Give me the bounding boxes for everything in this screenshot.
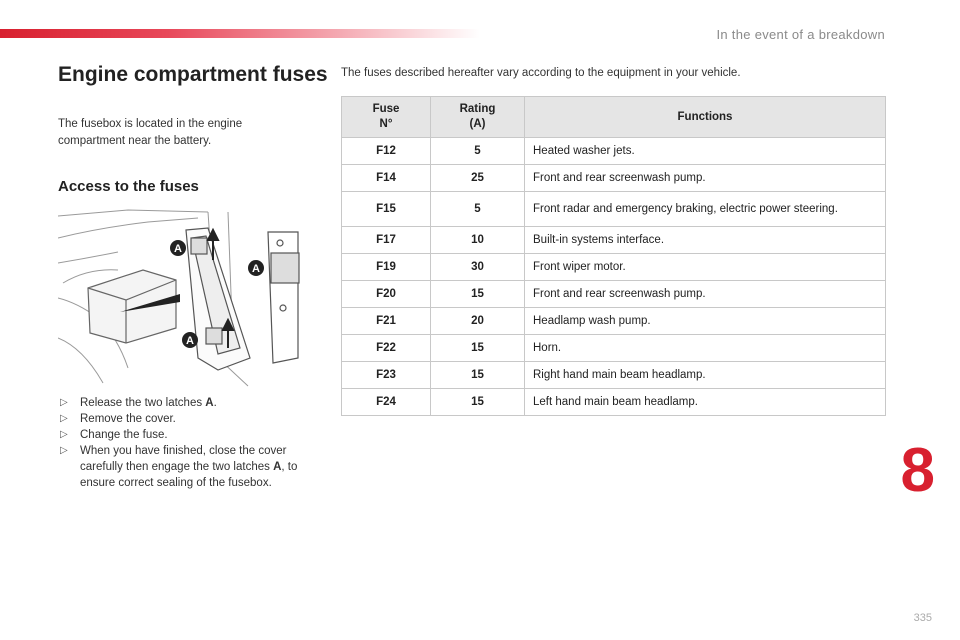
table-row: F20 15 Front and rear screenwash pump. [342,281,886,308]
access-subtitle: Access to the fuses [58,178,199,195]
header-accent-bar [0,29,480,38]
page-number: 335 [913,612,932,624]
fuse-table [341,96,886,416]
bullet-triangle-icon: ▷ [60,413,68,424]
fusebox-illustration [58,208,318,388]
table-header-row [342,97,886,138]
step-item: ▷ Change the fuse. [60,429,168,441]
header-functions: Functions [525,97,886,138]
page-title: Engine compartment fuses [58,63,328,86]
table-row: F17 10 Built-in systems interface. [342,227,886,254]
header-rating: Rating (A) [431,97,525,138]
latch-label: A [174,243,182,255]
header-fuse: Fuse N° [342,97,431,138]
step-item: ▷ Release the two latches A. [60,397,217,409]
table-row: F14 25 Front and rear screenwash pump. [342,165,886,192]
table-row: F22 15 Horn. [342,335,886,362]
table-row: F12 5 Heated washer jets. [342,138,886,165]
section-label: In the event of a breakdown [716,27,885,42]
step-item: ▷ Remove the cover. [60,413,176,425]
table-row: F21 20 Headlamp wash pump. [342,308,886,335]
table-row: F19 30 Front wiper motor. [342,254,886,281]
bullet-triangle-icon: ▷ [60,445,68,456]
intro-text: The fusebox is located in the engine compartment near the battery. [58,118,243,147]
step-item: ▷ When you have finished, close the cover carefully then engage the two latches A, to ensure correct sealing of the fusebox. [60,445,298,489]
latch-label: A [252,263,260,275]
table-row: F24 15 Left hand main beam headlamp. [342,389,886,416]
bullet-triangle-icon: ▷ [60,429,68,440]
steps-list [58,395,323,491]
table-row: F15 5 Front radar and emergency braking, electric power steering. [342,192,886,227]
bullet-triangle-icon: ▷ [60,397,68,408]
table-row: F23 15 Right hand main beam headlamp. [342,362,886,389]
latch-label: A [186,335,194,347]
table-intro: The fuses described hereafter vary according to the equipment in your vehicle. [341,67,741,79]
chapter-number: 8 [900,436,935,505]
